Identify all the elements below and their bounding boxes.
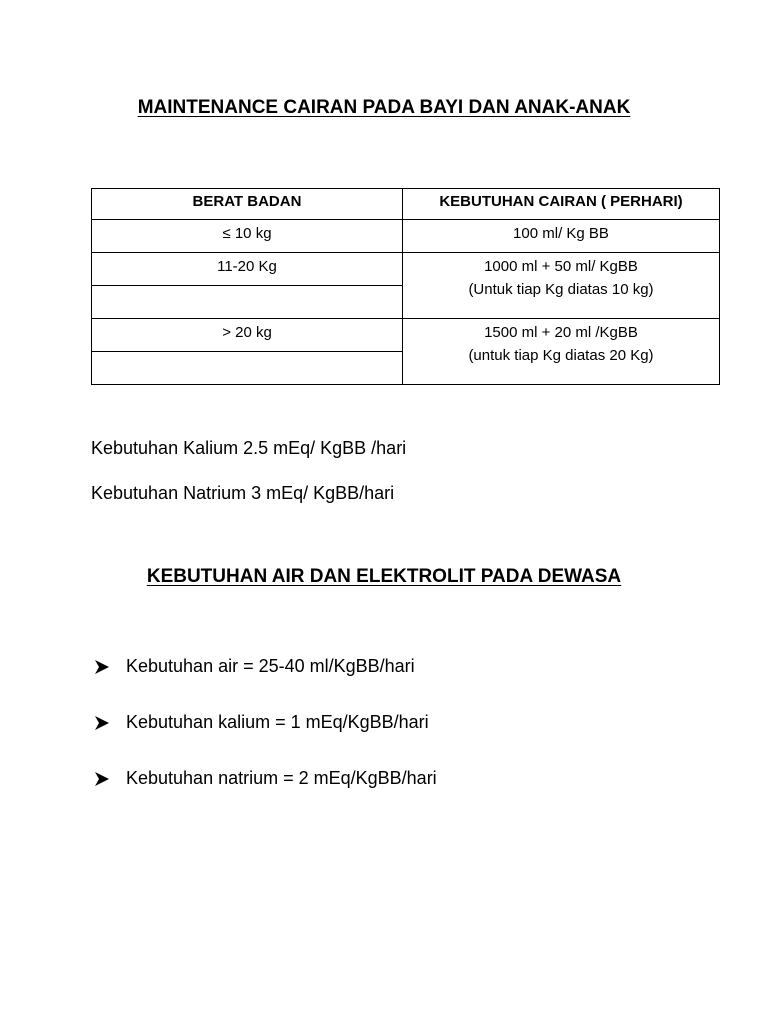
empty-cell <box>92 352 403 385</box>
table-row <box>92 220 720 253</box>
list-item-text: Kebutuhan natrium = 2 mEq/KgBB/hari <box>126 768 437 788</box>
table-header-fluid-need: KEBUTUHAN CAIRAN ( PERHARI) <box>403 189 720 220</box>
list-item <box>95 712 437 768</box>
table-header-weight: BERAT BADAN <box>92 189 403 220</box>
table-row <box>92 253 720 286</box>
empty-cell <box>92 286 403 319</box>
weight-cell: > 20 kg <box>92 319 403 352</box>
fluid-need-formula: 1500 ml + 20 ml /KgBB <box>484 324 638 341</box>
sodium-note: Kebutuhan Natrium 3 mEq/ KgBB/hari <box>91 483 395 503</box>
weight-cell: ≤ 10 kg <box>92 220 403 253</box>
list-item <box>95 656 437 712</box>
arrowhead-bullet-icon <box>95 660 109 674</box>
heading-children-fluid: MAINTENANCE CAIRAN PADA BAYI DAN ANAK-ANAK <box>137 97 631 118</box>
list-item <box>95 768 437 824</box>
fluid-need-cell <box>403 319 720 385</box>
table-row <box>92 319 720 352</box>
heading-adult-electrolytes: KEBUTUHAN AIR DAN ELEKTROLIT PADA DEWASA <box>146 566 622 587</box>
fluid-need-cell: 100 ml/ Kg BB <box>403 220 720 253</box>
arrowhead-bullet-icon <box>95 716 109 730</box>
potassium-note: Kebutuhan Kalium 2.5 mEq/ KgBB /hari <box>91 438 407 458</box>
list-item-text: Kebutuhan kalium = 1 mEq/KgBB/hari <box>126 712 429 732</box>
weight-cell: 11-20 Kg <box>92 253 403 286</box>
fluid-need-cell <box>403 253 720 319</box>
list-item-text: Kebutuhan air = 25-40 ml/KgBB/hari <box>126 656 415 676</box>
fluid-need-note: (Untuk tiap Kg diatas 10 kg) <box>468 281 654 298</box>
fluid-need-note: (untuk tiap Kg diatas 20 Kg) <box>468 347 654 364</box>
table-header-row <box>92 189 720 220</box>
fluid-maintenance-table <box>91 188 720 385</box>
adult-needs-list <box>95 656 437 824</box>
arrowhead-bullet-icon <box>95 772 109 786</box>
fluid-need-formula: 1000 ml + 50 ml/ KgBB <box>484 258 638 275</box>
